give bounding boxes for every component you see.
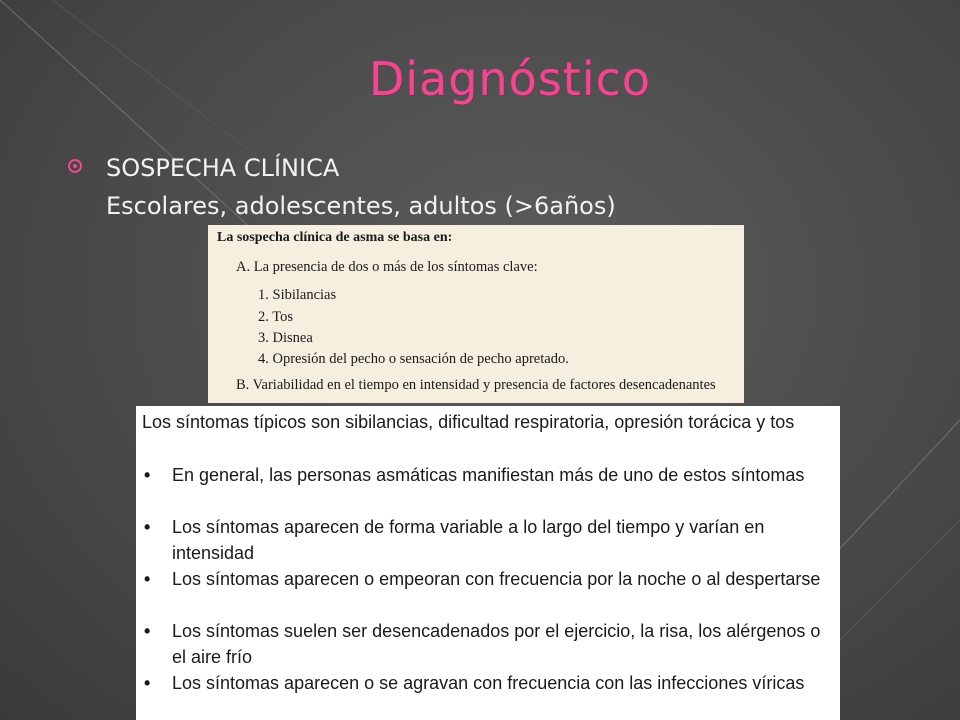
- bullet-dot: •: [144, 673, 151, 693]
- clinical-suspicion-box: [208, 225, 744, 403]
- box-heading: La sospecha clínica de asma se basa en:: [217, 230, 453, 245]
- symptom-item: 1. Sibilancias: [258, 287, 337, 303]
- list-item-text: Los síntomas aparecen o se agravan con frecuencia con las infecciones víricas: [172, 673, 805, 693]
- list-item-text: Los síntomas aparecen o empeoran con frecuencia por la noche o al despertarse: [172, 569, 821, 589]
- typical-symptoms-box: [136, 406, 840, 720]
- bullet-dot: •: [144, 517, 151, 537]
- list-item-text: Los síntomas suelen ser desencadenados por el ejercicio, la risa, los alérgenos o el aire frío: [172, 621, 821, 667]
- bullet-dot: •: [144, 465, 151, 485]
- box-intro: Los síntomas típicos son sibilancias, dificultad respiratoria, opresión torácica y tos: [142, 412, 795, 432]
- list-item-text: Los síntomas aparecen de forma variable a lo largo del tiempo y varían en intensidad: [172, 517, 765, 563]
- criterion-b: B. Variabilidad en el tiempo en intensidad y presencia de factores desencadenantes: [236, 377, 716, 393]
- criterion-a: A. La presencia de dos o más de los síntomas clave:: [236, 259, 538, 275]
- bullet-dot: •: [144, 569, 151, 589]
- symptom-item: 2. Tos: [258, 309, 293, 325]
- bullet-heading: SOSPECHA CLÍNICA: [106, 154, 340, 182]
- symptom-item: 3. Disnea: [258, 330, 313, 346]
- circle-dot-icon: [68, 159, 82, 173]
- slide-title: Diagnóstico: [368, 52, 652, 106]
- list-item-text: En general, las personas asmáticas manifiestan más de uno de estos síntomas: [172, 465, 805, 485]
- bullet-dot: •: [144, 621, 151, 641]
- bullet-subheading: Escolares, adolescentes, adultos (>6años): [106, 192, 616, 220]
- symptom-item: 4. Opresión del pecho o sensación de pecho apretado.: [258, 351, 569, 367]
